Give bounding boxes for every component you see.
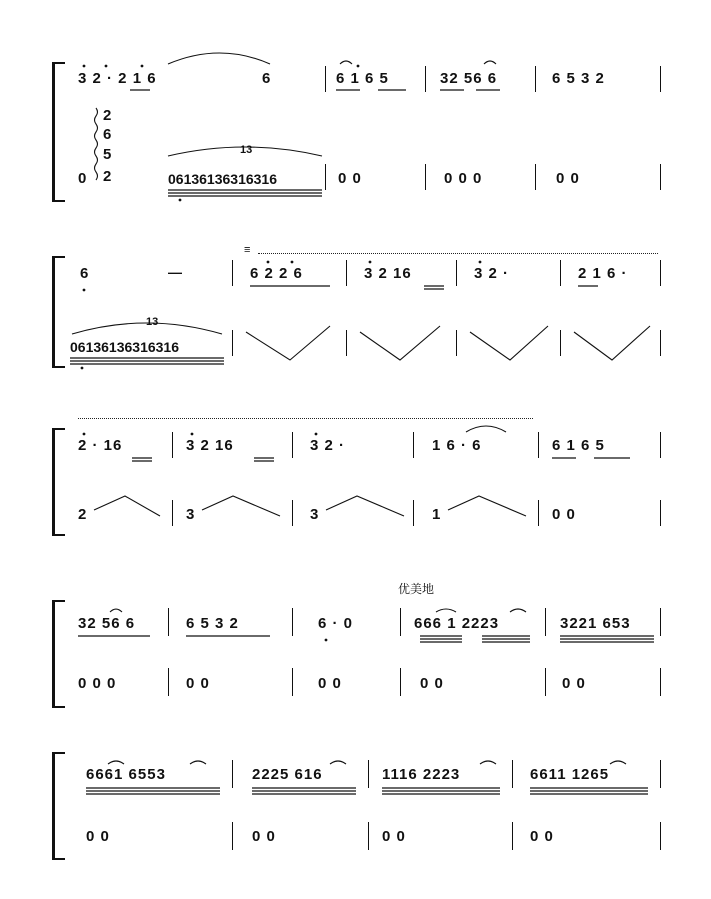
chord-note: 5 xyxy=(103,146,113,163)
glissando-zigzag xyxy=(202,496,280,516)
octave-dot xyxy=(267,261,270,264)
slur xyxy=(480,761,496,764)
measure: 3 2 16 xyxy=(186,437,234,454)
barline xyxy=(292,608,293,636)
barline xyxy=(325,66,326,92)
measure: 3221 653 xyxy=(560,615,631,632)
glissando-zigzag xyxy=(360,326,440,360)
slur xyxy=(466,426,506,432)
bottom-measure-4: 0 0 xyxy=(556,170,580,187)
barline xyxy=(346,260,347,286)
octave-dot xyxy=(81,367,84,370)
glissando-start: 3 xyxy=(186,506,196,523)
barline xyxy=(172,432,173,458)
barline xyxy=(535,164,536,190)
trill-extension xyxy=(258,253,658,254)
barline xyxy=(545,608,546,636)
octave-dot xyxy=(357,65,360,68)
hold-dash: — xyxy=(168,264,182,280)
bottom-measure: 0 0 xyxy=(382,828,406,845)
barline xyxy=(660,822,661,850)
system-bracket xyxy=(52,752,65,860)
fermata-arc xyxy=(340,61,352,64)
bottom-measure: 0 0 xyxy=(552,506,576,523)
barline xyxy=(368,822,369,850)
slur xyxy=(610,761,626,764)
octave-dot xyxy=(141,65,144,68)
measure: 6611 1265 xyxy=(530,766,610,783)
bottom-measure: 0 0 xyxy=(420,675,444,692)
bottom-measure: 0 0 xyxy=(318,675,342,692)
measure-4: 6 5 3 2 xyxy=(552,70,605,87)
slur xyxy=(190,761,206,764)
measure-2: 6 1 6 5 xyxy=(336,70,389,87)
barline xyxy=(292,668,293,696)
barline xyxy=(660,668,661,696)
octave-dot xyxy=(325,639,328,642)
system1-top-staff xyxy=(0,70,711,98)
measure: 1116 2223 xyxy=(382,766,461,783)
fermata-arc xyxy=(484,61,496,64)
bottom-rest: 0 xyxy=(78,170,88,187)
measure: 6 1 6 5 xyxy=(552,437,605,454)
bottom-measure: 0 0 xyxy=(562,675,586,692)
barline xyxy=(168,608,169,636)
octave-dot xyxy=(369,261,372,264)
barline xyxy=(292,432,293,458)
glissando-zigzag xyxy=(470,326,548,360)
barline xyxy=(292,500,293,526)
system-bracket xyxy=(52,600,65,708)
slur xyxy=(108,761,124,764)
barline xyxy=(660,66,661,92)
held-note: 6 xyxy=(80,265,90,282)
tuplet-number: 13 xyxy=(240,144,253,156)
barline xyxy=(535,66,536,92)
barline xyxy=(232,760,233,788)
barline xyxy=(425,164,426,190)
glissando-zigzag xyxy=(574,326,650,360)
measure: 6661 6553 xyxy=(86,766,166,783)
glissando-start: 2 xyxy=(78,506,88,523)
measure: 2 1 6 · xyxy=(578,265,628,282)
system-bracket xyxy=(52,256,65,368)
slur xyxy=(168,53,270,64)
bottom-run: 06136136316316 xyxy=(168,171,278,187)
measure: 666 1 2223 xyxy=(414,615,500,632)
measure: 6 · 0 xyxy=(318,615,354,632)
barline xyxy=(660,608,661,636)
barline xyxy=(400,668,401,696)
barline xyxy=(560,330,561,356)
barline xyxy=(660,500,661,526)
glissando-zigzag xyxy=(326,496,404,516)
barline xyxy=(168,668,169,696)
barline xyxy=(232,822,233,850)
barline xyxy=(512,822,513,850)
bottom-measure: 0 0 0 xyxy=(78,675,117,692)
barline xyxy=(512,760,513,788)
barline xyxy=(325,164,326,190)
barline xyxy=(660,330,661,356)
barline xyxy=(560,260,561,286)
glissando-start: 3 xyxy=(310,506,320,523)
octave-dot xyxy=(83,289,86,292)
measure-1: 3 2 · 2 1 6 xyxy=(78,70,157,87)
barline xyxy=(538,432,539,458)
measure-1-held-note: 6 xyxy=(262,70,272,87)
measure: 2 · 16 xyxy=(78,437,123,454)
bottom-measure-2: 0 0 xyxy=(338,170,362,187)
octave-dot xyxy=(479,261,482,264)
octave-dot xyxy=(105,65,108,68)
glissando-zigzag xyxy=(246,326,330,360)
measure-3: 32 56 6 xyxy=(440,70,498,87)
barline xyxy=(425,66,426,92)
measure: 3 2 · xyxy=(310,437,346,454)
measure: 6 5 3 2 xyxy=(186,615,239,632)
octave-dot xyxy=(315,433,318,436)
barline xyxy=(456,260,457,286)
system-bracket xyxy=(52,428,65,536)
barline xyxy=(660,760,661,788)
measure: 6 2 2 6 xyxy=(250,265,303,282)
barline xyxy=(368,760,369,788)
barline xyxy=(172,500,173,526)
bottom-run: 06136136316316 xyxy=(70,339,180,355)
trill-extension xyxy=(78,418,533,419)
barline xyxy=(413,500,414,526)
barline xyxy=(660,432,661,458)
bottom-measure: 0 0 xyxy=(530,828,554,845)
barline xyxy=(232,330,233,356)
octave-dot xyxy=(291,261,294,264)
expression-marking: 优美地 xyxy=(398,582,435,596)
bottom-measure-3: 0 0 0 xyxy=(444,170,483,187)
glissando-zigzag xyxy=(94,496,160,516)
chord-note: 6 xyxy=(103,126,113,143)
measure: 2225 616 xyxy=(252,766,323,783)
octave-dot xyxy=(83,433,86,436)
glissando-zigzag xyxy=(448,496,526,516)
slur xyxy=(330,761,346,764)
barline xyxy=(660,164,661,190)
barline xyxy=(545,668,546,696)
octave-dot xyxy=(83,65,86,68)
measure: 3 2 · xyxy=(474,265,510,282)
arpeggio-wiggle xyxy=(95,108,98,180)
measure: 32 56 6 xyxy=(78,615,136,632)
barline xyxy=(660,260,661,286)
measure: 1 6 · 6 xyxy=(432,437,482,454)
bottom-measure: 0 0 xyxy=(186,675,210,692)
chord-note: 2 xyxy=(103,107,113,124)
slur xyxy=(110,609,122,612)
chord-note: 2 xyxy=(103,168,113,185)
barline xyxy=(413,432,414,458)
tuplet-number: 13 xyxy=(146,316,159,328)
barline xyxy=(456,330,457,356)
octave-dot xyxy=(179,199,182,202)
barline xyxy=(538,500,539,526)
octave-dot xyxy=(191,433,194,436)
measure: 3 2 16 xyxy=(364,265,412,282)
barline xyxy=(400,608,401,636)
tremolo-mark: ≡ xyxy=(244,244,251,256)
slur xyxy=(436,609,456,612)
barline xyxy=(346,330,347,356)
glissando-start: 1 xyxy=(432,506,442,523)
bottom-measure: 0 0 xyxy=(86,828,110,845)
slur xyxy=(510,609,526,612)
bottom-measure: 0 0 xyxy=(252,828,276,845)
barline xyxy=(232,260,233,286)
